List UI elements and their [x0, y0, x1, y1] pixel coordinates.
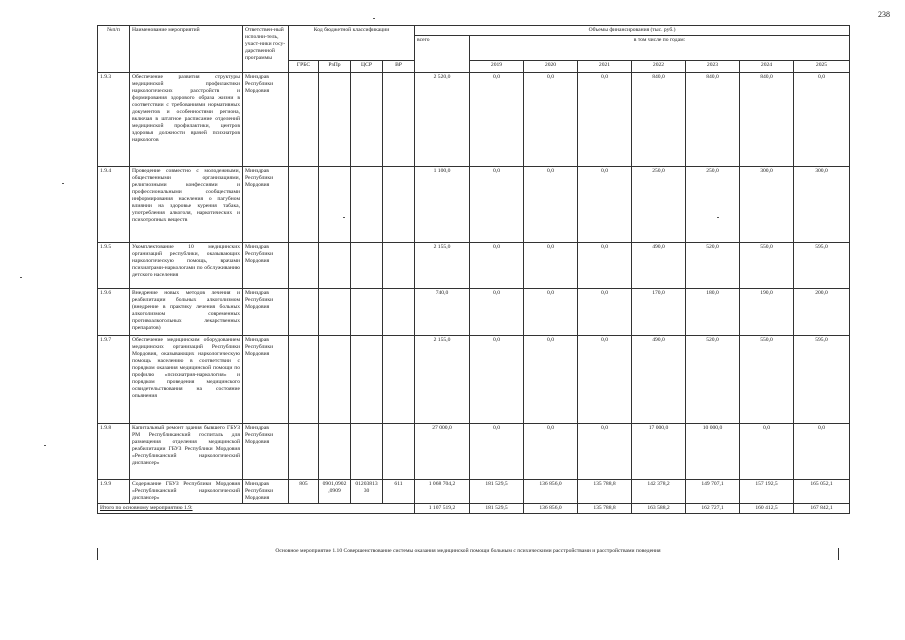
row-year-value: 0,0	[470, 167, 524, 243]
totals-year-value: 160 412,5	[740, 504, 794, 514]
row-grbs: 805	[289, 480, 319, 504]
row-vr	[383, 289, 415, 336]
header-budget-classification: Код бюджетной классификации	[289, 26, 415, 61]
row-year-value: 149 707,1	[686, 480, 740, 504]
row-year-value: 0,0	[578, 243, 632, 289]
row-rzpr	[319, 73, 351, 167]
table-row	[98, 480, 850, 504]
row-year-value: 0,0	[524, 424, 578, 480]
table-row	[98, 167, 850, 243]
row-total: 2 155,0	[415, 243, 470, 289]
row-vr	[383, 167, 415, 243]
row-year-value: 135 788,8	[578, 480, 632, 504]
row-year-value: 0,0	[524, 289, 578, 336]
next-section-title: Основное мероприятие 1.10 Совершенствование системы оказания медицинской помощи больным с психическими расстройствами и расстройствами поведения	[275, 548, 661, 554]
row-num: 1.9.9	[98, 480, 130, 504]
scan-speck	[44, 445, 46, 446]
row-num: 1.9.4	[98, 167, 130, 243]
row-vr	[383, 336, 415, 424]
row-rzpr	[319, 336, 351, 424]
row-year-value: 250,0	[686, 167, 740, 243]
row-year-value: 136 856,0	[524, 480, 578, 504]
row-year-value: 0,0	[578, 167, 632, 243]
row-executor: Минздрав Республики Мордовия	[243, 167, 289, 243]
scan-speck	[62, 183, 64, 184]
row-year-value: 0,0	[470, 243, 524, 289]
row-grbs	[289, 289, 319, 336]
row-year-value: 200,0	[794, 289, 850, 336]
row-rzpr	[319, 243, 351, 289]
table-row	[98, 73, 850, 167]
row-year-value: 0,0	[524, 167, 578, 243]
row-total: 2 520,0	[415, 73, 470, 167]
header-year: 2022	[632, 61, 686, 73]
row-year-value: 0,0	[578, 424, 632, 480]
row-grbs	[289, 243, 319, 289]
row-year-value: 490,0	[632, 336, 686, 424]
row-year-value: 840,0	[632, 73, 686, 167]
table-continuation-line	[838, 548, 839, 560]
row-year-value: 181 529,5	[470, 480, 524, 504]
row-year-value: 17 000,0	[632, 424, 686, 480]
budget-table	[97, 25, 850, 514]
row-name: Внедрение новых методов лечения и реабилитации больных алкоголизмом (внедрение в практику лечения больных алкоголизмом современных противоалкогольных лекарственных препаратов)	[130, 289, 243, 336]
row-year-value: 300,0	[740, 167, 794, 243]
row-vr: 611	[383, 480, 415, 504]
header-grbs: ГРБС	[289, 61, 319, 73]
row-year-value: 840,0	[686, 73, 740, 167]
header-year: 2019	[470, 61, 524, 73]
header-by-years: в том числе по годам:	[470, 36, 850, 61]
header-vr: ВР	[383, 61, 415, 73]
header-year: 2020	[524, 61, 578, 73]
row-csr	[351, 243, 383, 289]
row-year-value: 0,0	[470, 424, 524, 480]
row-year-value: 550,0	[740, 243, 794, 289]
totals-total: 1 107 519,2	[415, 504, 470, 514]
row-year-value: 0,0	[578, 289, 632, 336]
row-num: 1.9.7	[98, 336, 130, 424]
row-total: 1 068 704,2	[415, 480, 470, 504]
row-year-value: 190,0	[740, 289, 794, 336]
row-executor: Минздрав Республики Мордовия	[243, 289, 289, 336]
totals-year-value: 135 788,8	[578, 504, 632, 514]
totals-year-value: 181 529,5	[470, 504, 524, 514]
row-executor: Минздрав Республики Мордовия	[243, 336, 289, 424]
row-year-value: 180,0	[686, 289, 740, 336]
header-year: 2021	[578, 61, 632, 73]
row-csr	[351, 289, 383, 336]
totals-label: Итого по основному мероприятию 1.9:	[98, 504, 415, 514]
header-num: №п/п	[98, 26, 130, 73]
row-csr	[351, 167, 383, 243]
row-year-value: 300,0	[794, 167, 850, 243]
page-number: 238	[878, 10, 890, 19]
row-year-value: 0,0	[470, 336, 524, 424]
header-financing: Объемы финансирования (тыс. руб.)	[415, 26, 850, 36]
row-total: 27 000,0	[415, 424, 470, 480]
row-executor: Минздрав Республики Мордовия	[243, 243, 289, 289]
header-row-1	[98, 26, 850, 36]
row-rzpr: 0901,0902 ,0909	[319, 480, 351, 504]
row-csr: 01203813 30	[351, 480, 383, 504]
row-year-value: 0,0	[794, 73, 850, 167]
row-csr	[351, 73, 383, 167]
row-csr	[351, 424, 383, 480]
row-executor: Минздрав Республики Мордовия	[243, 480, 289, 504]
row-year-value: 520,0	[686, 336, 740, 424]
scan-speck	[373, 18, 375, 19]
header-year: 2023	[686, 61, 740, 73]
row-total: 2 155,0	[415, 336, 470, 424]
row-grbs	[289, 167, 319, 243]
row-year-value: 0,0	[470, 73, 524, 167]
row-year-value: 157 192,5	[740, 480, 794, 504]
totals-year-value: 136 856,0	[524, 504, 578, 514]
row-year-value: 10 000,0	[686, 424, 740, 480]
row-num: 1.9.5	[98, 243, 130, 289]
header-csr: ЦСР	[351, 61, 383, 73]
row-year-value: 0,0	[794, 424, 850, 480]
totals-year-value: 167 842,1	[794, 504, 850, 514]
row-year-value: 840,0	[740, 73, 794, 167]
row-rzpr	[319, 167, 351, 243]
row-total: 740,0	[415, 289, 470, 336]
row-year-value: 0,0	[578, 73, 632, 167]
row-vr	[383, 424, 415, 480]
row-num: 1.9.8	[98, 424, 130, 480]
table-row	[98, 289, 850, 336]
row-year-value: 250,0	[632, 167, 686, 243]
row-year-value: 595,0	[794, 243, 850, 289]
totals-year-value: 163 588,2	[632, 504, 686, 514]
row-name: Капитальный ремонт здания бывшего ГБУЗ РМ Республиканский госпиталь для размещения отделения медицинской реабилитации ГБУЗ Республики Мордовия «Республиканский наркологический диспансер»	[130, 424, 243, 480]
row-grbs	[289, 73, 319, 167]
row-year-value: 0,0	[524, 73, 578, 167]
header-name: Наименование мероприятий	[130, 26, 243, 73]
row-year-value: 550,0	[740, 336, 794, 424]
row-year-value: 0,0	[470, 289, 524, 336]
row-name: Содержание ГБУЗ Республики Мордовия «Республиканский наркологический диспансер»	[130, 480, 243, 504]
row-total: 1 100,0	[415, 167, 470, 243]
row-name: Обеспечение медицинским оборудованием медицинских организаций Республики Мордовия, оказывающих наркологическую помощь населению в соответствии с порядком оказания медицинской помощи по профилю «психиатрия-наркология» и порядком проведения медицинского освидетельствования на состояние опьянения	[130, 336, 243, 424]
row-name: Проведение совместно с молодежными, общественными организациями, религиозными конфессиями и профессиональными сообществами информирования населения о пагубном влиянии на здоровье курения табака, употребления алкоголя, наркотических и психотропных веществ	[130, 167, 243, 243]
row-year-value: 490,0	[632, 243, 686, 289]
row-num: 1.9.3	[98, 73, 130, 167]
row-grbs	[289, 336, 319, 424]
header-rzpr: РзПр	[319, 61, 351, 73]
row-year-value: 0,0	[524, 336, 578, 424]
scan-speck	[20, 277, 22, 278]
totals-year-value: 162 727,1	[686, 504, 740, 514]
row-vr	[383, 243, 415, 289]
table-continuation-line	[97, 548, 98, 560]
row-rzpr	[319, 289, 351, 336]
table-row	[98, 336, 850, 424]
row-name: Обеспечение развития структуры медицинской профилактики наркологических расстройств и формирования здорового образа жизни в соответствии с требованиями нормативных документов и особенностями региона, включая в штатное расписание отделений медицинской профилактики, центров здоровья должности врачей психиатров наркологов	[130, 73, 243, 167]
table-row	[98, 243, 850, 289]
totals-row	[98, 504, 850, 514]
row-year-value: 0,0	[524, 243, 578, 289]
row-year-value: 520,0	[686, 243, 740, 289]
row-vr	[383, 73, 415, 167]
row-year-value: 165 052,1	[794, 480, 850, 504]
header-total: всего	[415, 36, 470, 73]
header-executor: Ответствен-ный исполни-тель, участ-ники госу-дарственной программы	[243, 26, 289, 73]
row-name: Укомплектование 10 медицинских организаций республики, оказывающих наркологическую помощь, врачами психиатрами-наркологами по обслуживанию детского населения	[130, 243, 243, 289]
row-grbs	[289, 424, 319, 480]
header-year: 2024	[740, 61, 794, 73]
row-year-value: 0,0	[740, 424, 794, 480]
row-year-value: 142 378,2	[632, 480, 686, 504]
table-row	[98, 424, 850, 480]
row-year-value: 170,0	[632, 289, 686, 336]
row-year-value: 595,0	[794, 336, 850, 424]
header-year: 2025	[794, 61, 850, 73]
row-executor: Минздрав Республики Мордовия	[243, 424, 289, 480]
row-csr	[351, 336, 383, 424]
row-year-value: 0,0	[578, 336, 632, 424]
row-executor: Минздрав Республики Мордовия	[243, 73, 289, 167]
row-rzpr	[319, 424, 351, 480]
row-num: 1.9.6	[98, 289, 130, 336]
